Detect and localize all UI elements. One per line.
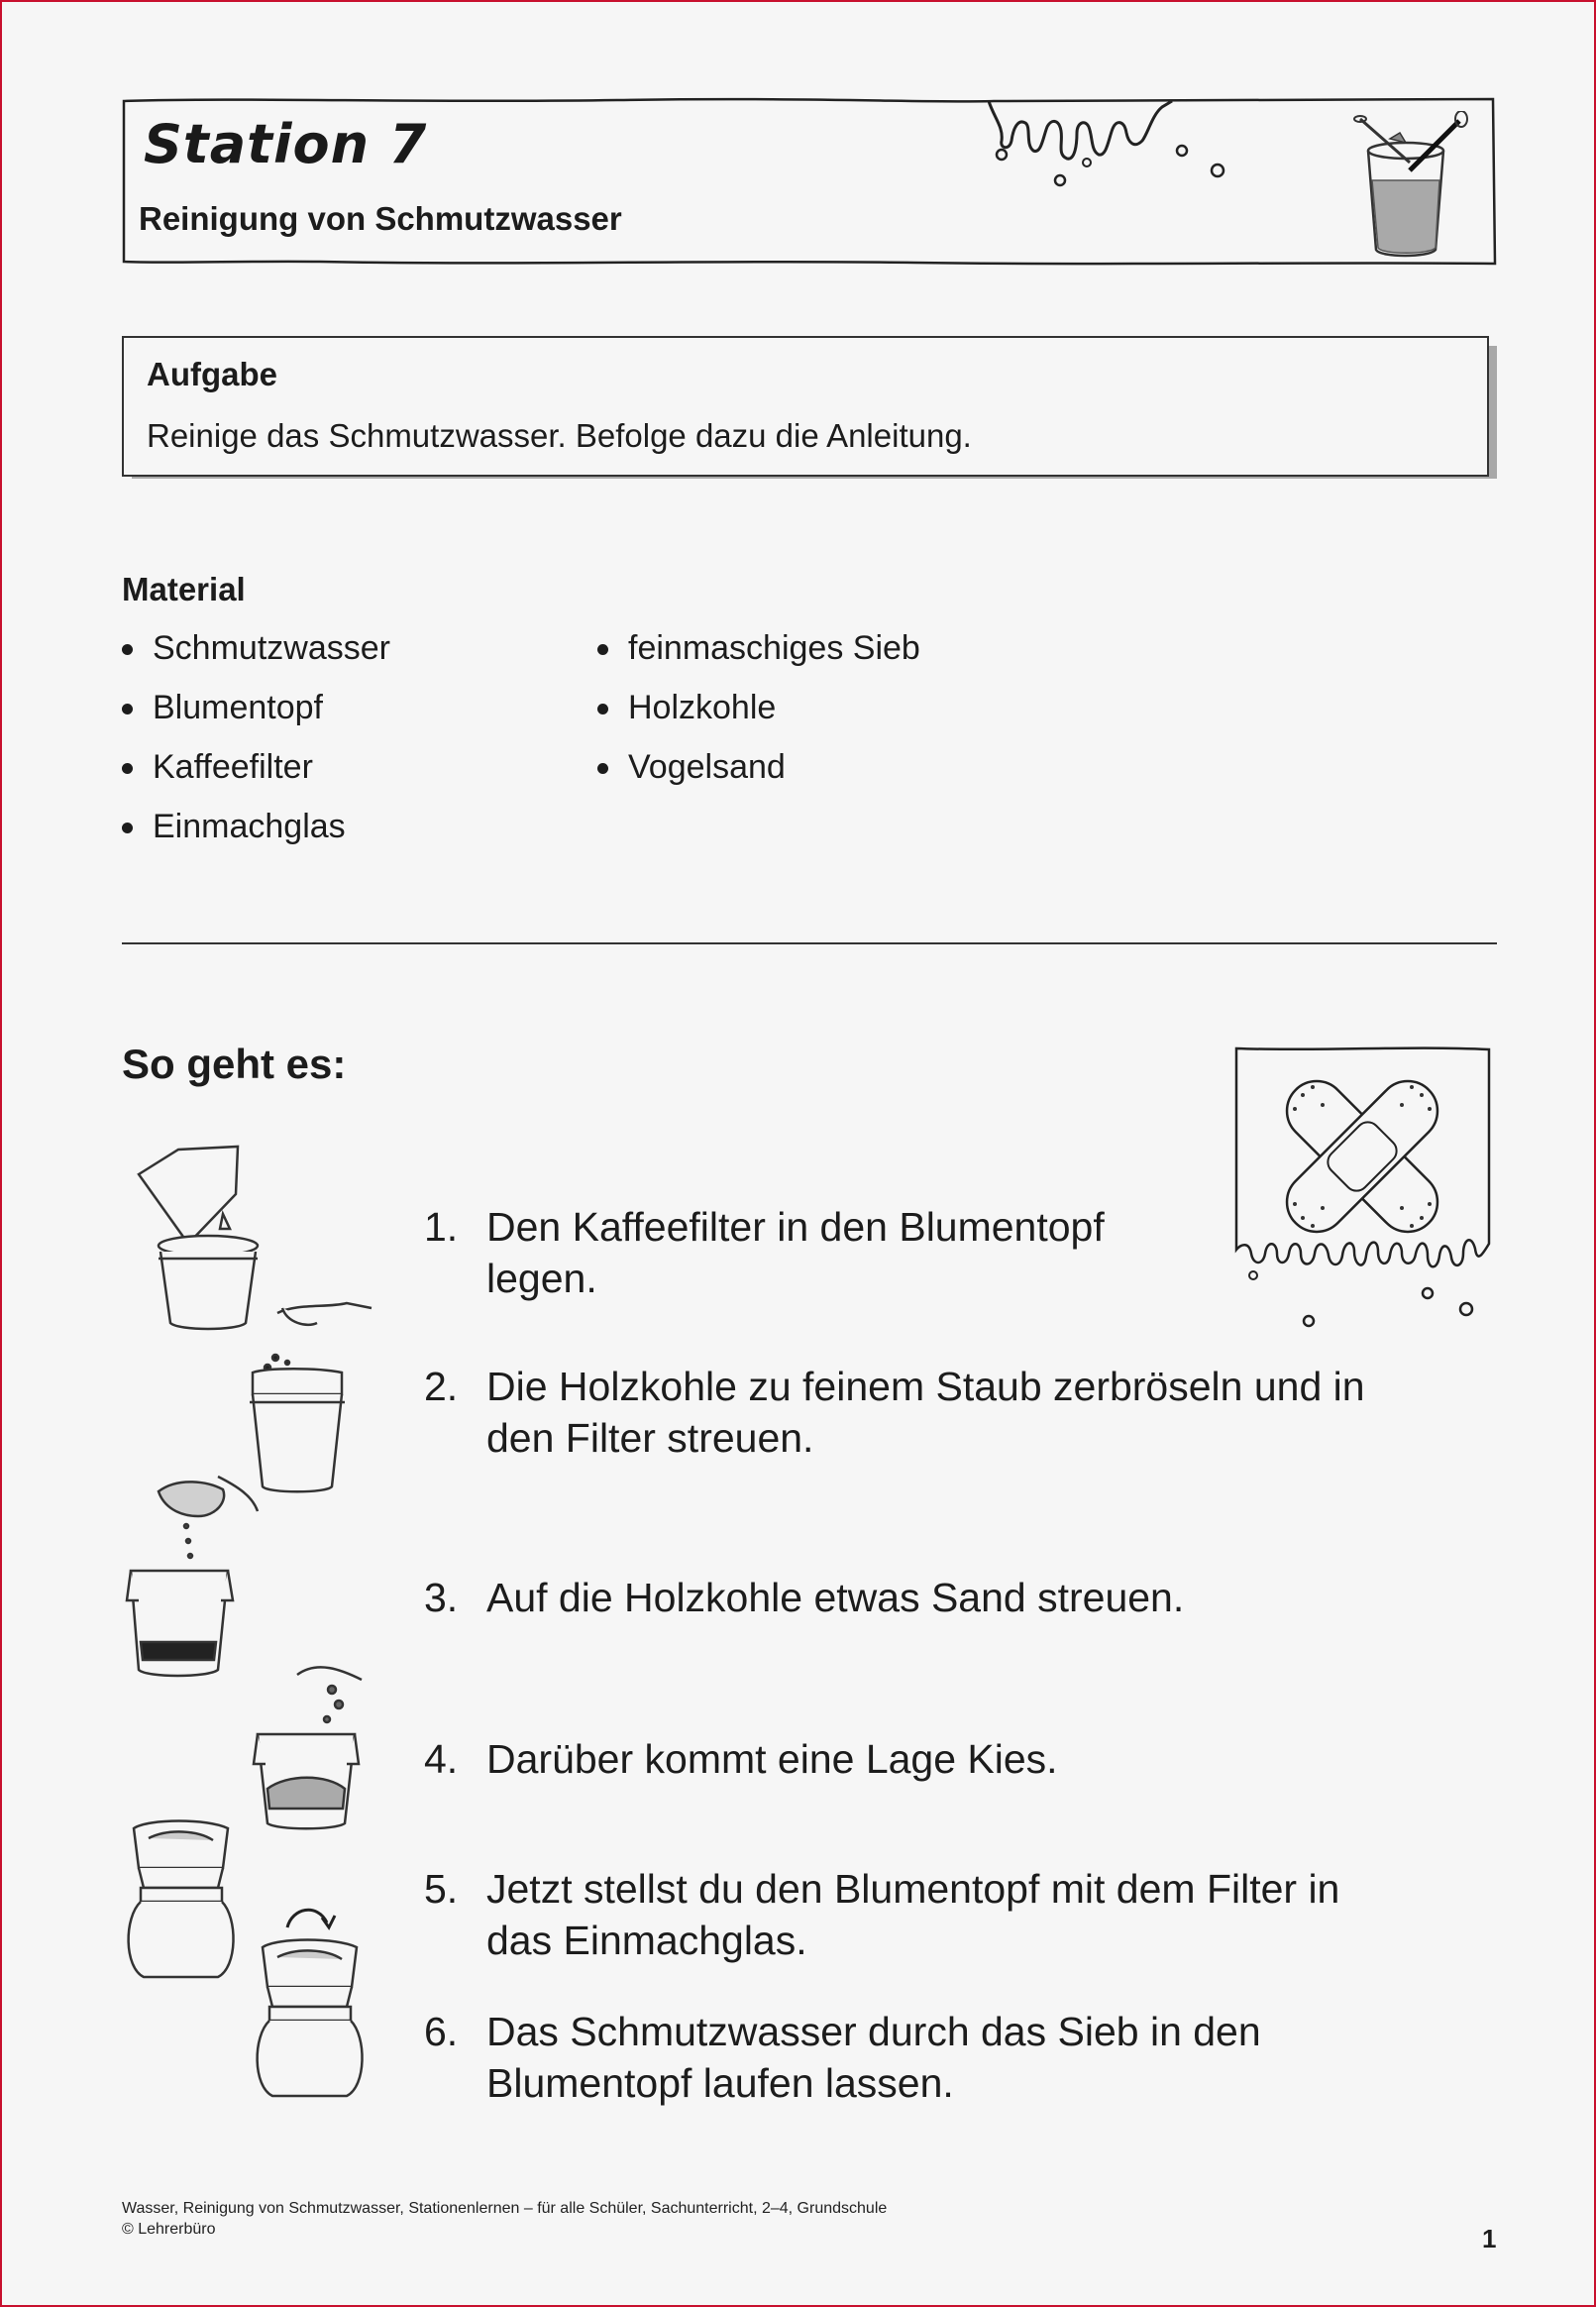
list-item: Schmutzwasser bbox=[122, 626, 390, 686]
footer-copyright: © Lehrerbüro bbox=[122, 2221, 216, 2238]
task-title: Aufgabe bbox=[147, 356, 277, 392]
list-item: Kaffeefilter bbox=[122, 745, 390, 805]
station-subtitle: Reinigung von Schmutzwasser bbox=[139, 200, 622, 237]
list-item: Vogelsand bbox=[597, 745, 920, 805]
step-number: 5. bbox=[424, 1866, 459, 1912]
step-text: Den Kaffeefilter in den Blumentopf legen. bbox=[486, 1204, 1105, 1301]
divider bbox=[122, 942, 1497, 944]
step-number: 3. bbox=[424, 1575, 459, 1620]
sand-into-filter-icon bbox=[127, 1477, 258, 1676]
step-6 bbox=[424, 2006, 1358, 2109]
list-item: Holzkohle bbox=[597, 686, 920, 745]
step-1 bbox=[424, 1201, 1200, 1304]
list-item: Blumentopf bbox=[122, 686, 390, 745]
instructions-title: So geht es: bbox=[122, 1041, 347, 1087]
glass-with-dirty-water-icon bbox=[1350, 111, 1479, 260]
filter-into-pot-icon bbox=[139, 1147, 258, 1329]
step-text: Auf die Holzkohle etwas Sand streuen. bbox=[486, 1575, 1185, 1620]
charcoal-into-filter-icon bbox=[250, 1303, 372, 1491]
list-item: feinmaschiges Sieb bbox=[597, 626, 920, 686]
step-text: Die Holzkohle zu feinem Staub zerbröseln und in den Filter streuen. bbox=[486, 1364, 1365, 1461]
material-list-left bbox=[122, 626, 390, 864]
gravel-into-filter-icon bbox=[254, 1667, 362, 1828]
step-text: Darüber kommt eine Lage Kies. bbox=[486, 1736, 1058, 1782]
crossed-bandage-icon bbox=[1233, 1045, 1501, 1333]
station-header bbox=[122, 97, 1497, 264]
task-box bbox=[122, 336, 1489, 477]
water-through-filter-icon bbox=[258, 1940, 363, 2097]
step-number: 6. bbox=[424, 2009, 459, 2054]
step-3 bbox=[424, 1572, 1457, 1623]
step-number: 1. bbox=[424, 1204, 459, 1250]
step-number: 4. bbox=[424, 1736, 459, 1782]
step-number: 2. bbox=[424, 1364, 459, 1409]
station-title: Station 7 bbox=[144, 113, 428, 175]
footer bbox=[122, 2198, 887, 2240]
list-item: Einmachglas bbox=[122, 805, 390, 864]
footer-source: Wasser, Reinigung von Schmutzwasser, Stationenlernen – für alle Schüler, Sachunterricht, 2–4, Grundschule bbox=[122, 2200, 888, 2217]
material-title: Material bbox=[122, 571, 246, 607]
material-list-right bbox=[597, 626, 920, 805]
step-4 bbox=[424, 1733, 1457, 1785]
page-number: 1 bbox=[1482, 2224, 1497, 2253]
step-text: Jetzt stellst du den Blumentopf mit dem Filter in das Einmachglas. bbox=[486, 1866, 1340, 1963]
pot-in-jar-icon bbox=[129, 1821, 234, 1978]
step-illustrations bbox=[119, 1135, 396, 2106]
step-5 bbox=[424, 1863, 1398, 1966]
step-2 bbox=[424, 1361, 1378, 1464]
task-text: Reinige das Schmutzwasser. Befolge dazu die Anleitung. bbox=[147, 417, 972, 454]
step-text: Das Schmutzwasser durch das Sieb in den Blumentopf laufen lassen. bbox=[486, 2009, 1261, 2106]
